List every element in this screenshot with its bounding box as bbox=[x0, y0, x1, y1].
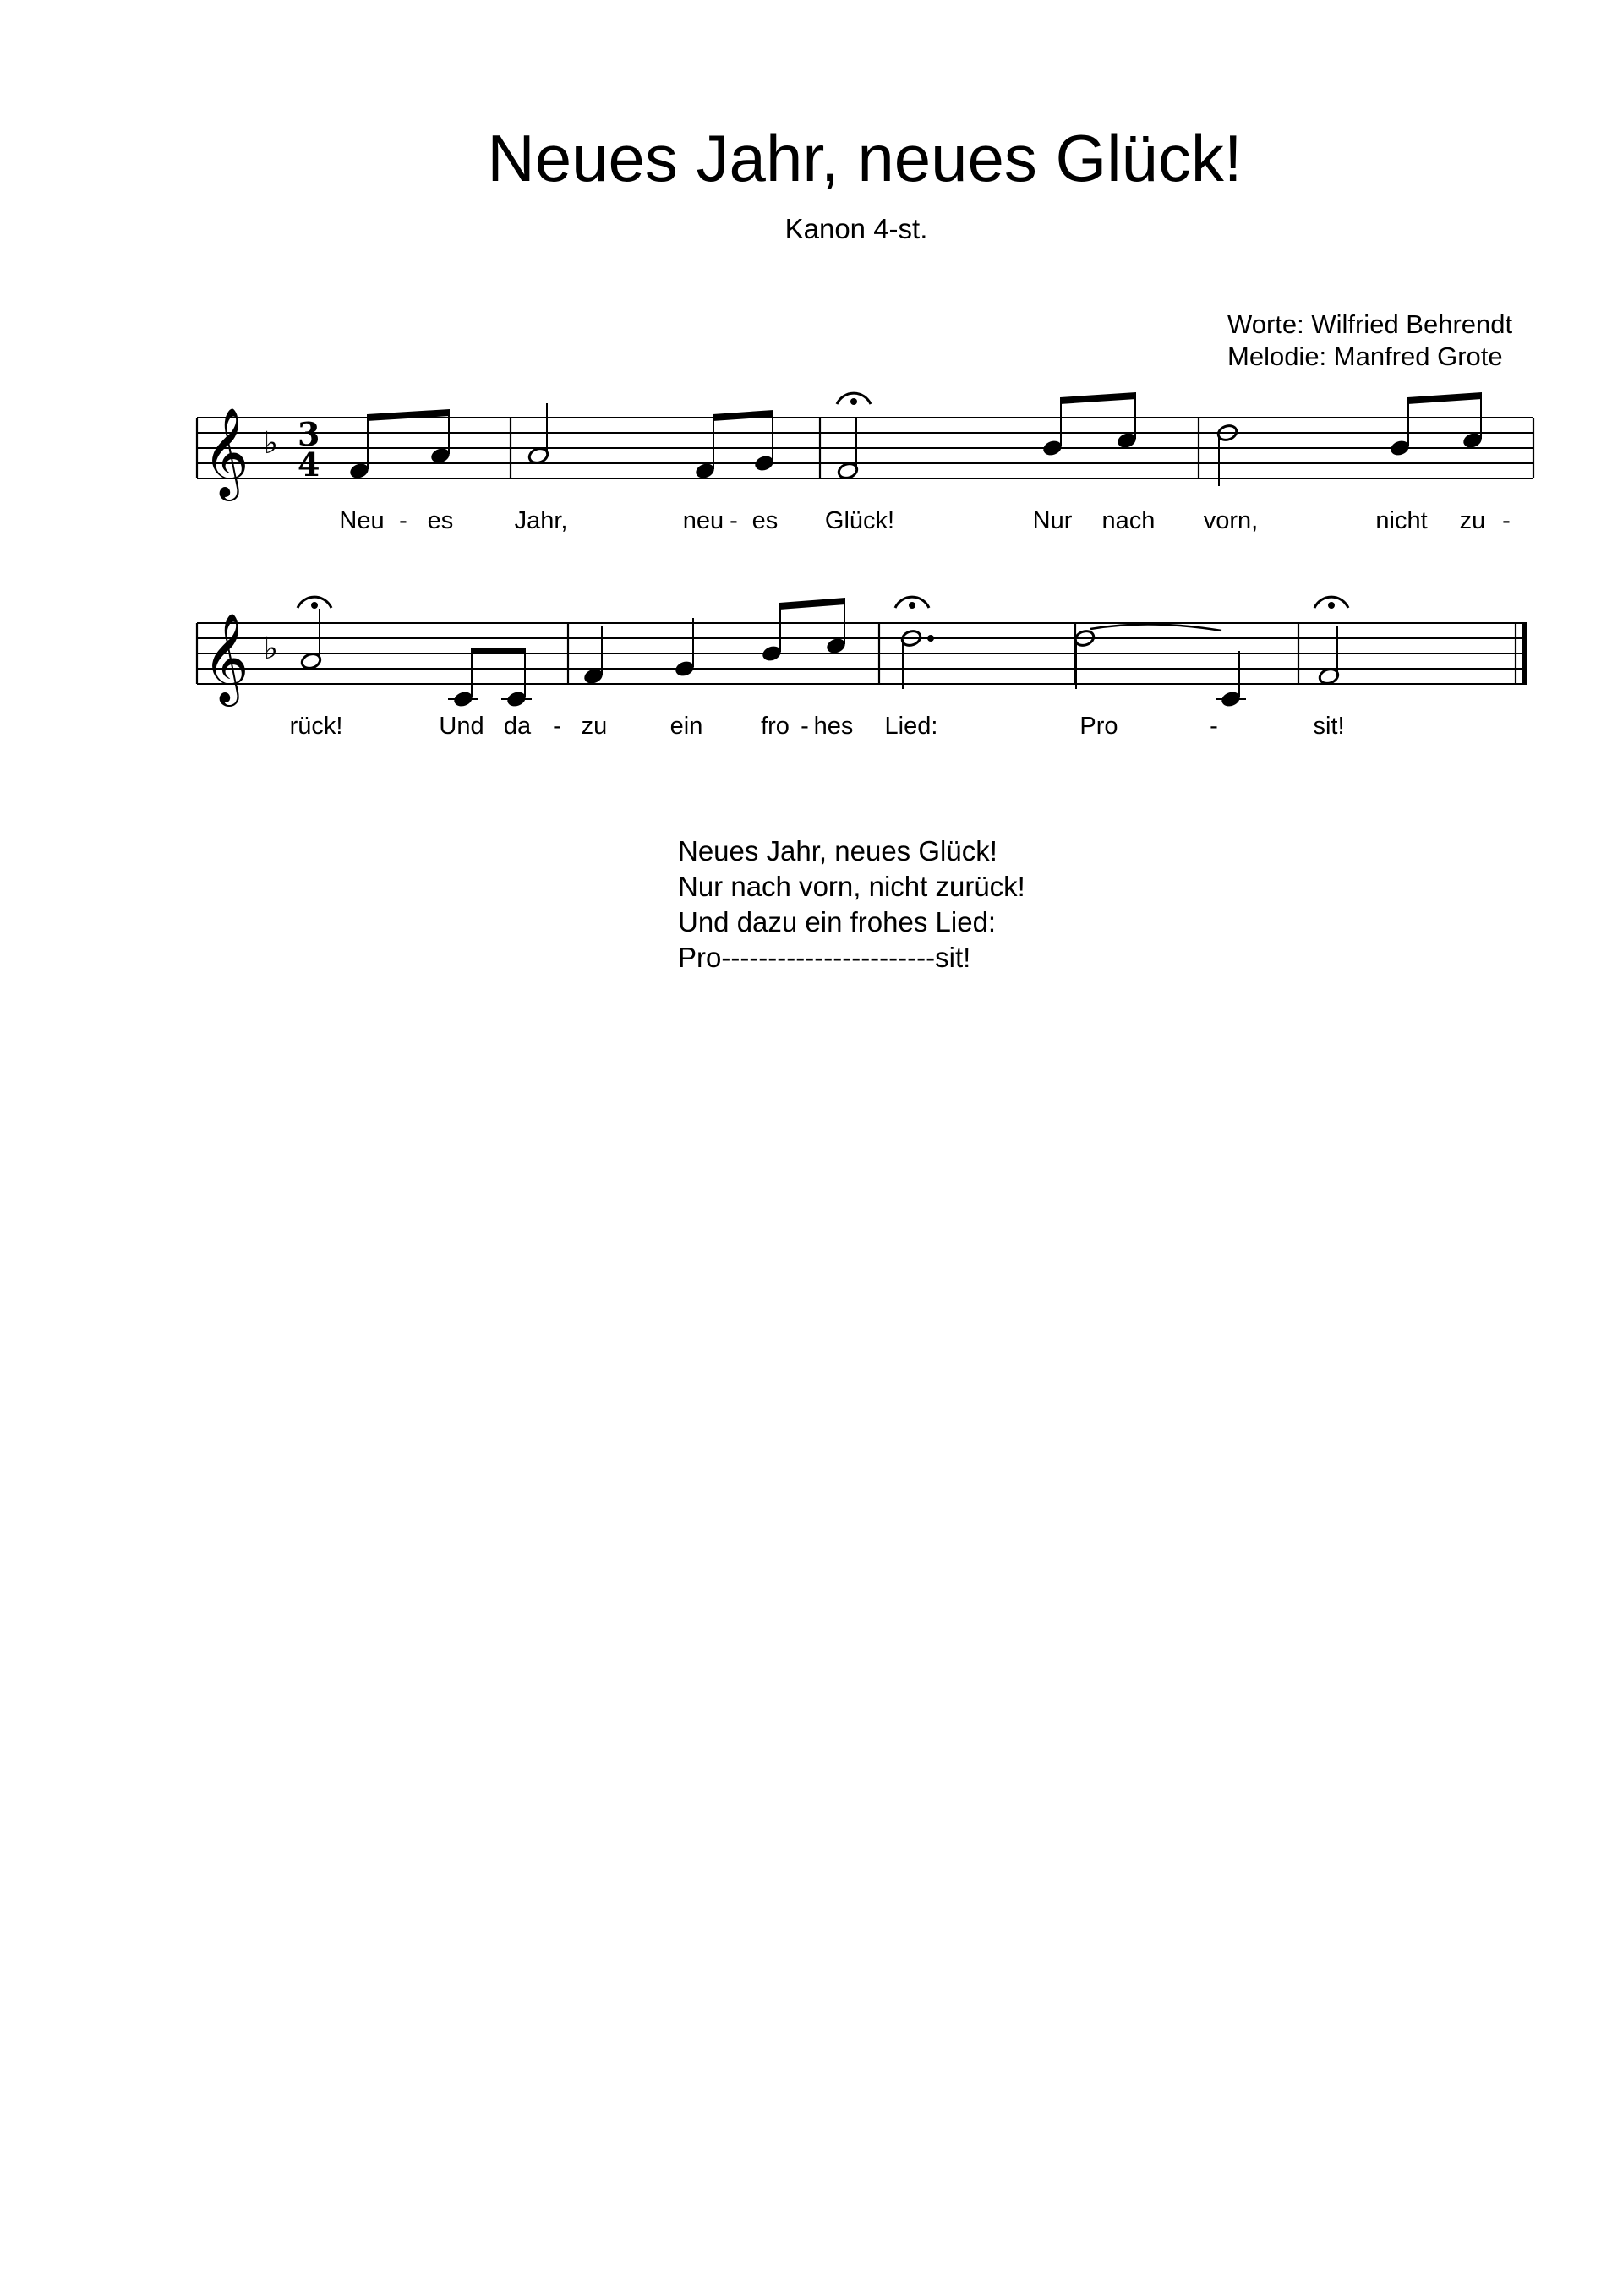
measure-8-notes bbox=[1074, 624, 1246, 708]
measure-9-notes bbox=[1314, 597, 1348, 686]
lyric-syllable: rück! bbox=[289, 713, 343, 740]
fermata-icon bbox=[837, 393, 871, 405]
stanza-line: Nur nach vorn, nicht zurück! bbox=[678, 871, 1025, 902]
treble-clef-icon: 𝄞 bbox=[203, 407, 249, 497]
fermata-icon bbox=[1314, 597, 1348, 609]
tie bbox=[1090, 624, 1221, 631]
final-barline bbox=[1522, 623, 1527, 684]
lyric-syllable: - bbox=[1210, 713, 1218, 740]
stanza-line: Und dazu ein frohes Lied: bbox=[678, 906, 997, 938]
staff-lines bbox=[197, 418, 1533, 478]
lyric-syllable: zu bbox=[1459, 507, 1486, 534]
measure-2-notes bbox=[527, 403, 775, 480]
lyric-syllable: - bbox=[730, 507, 738, 534]
time-signature-bottom: 4 bbox=[298, 446, 320, 484]
measure-1-notes bbox=[348, 409, 451, 480]
lyric-syllable: vorn, bbox=[1203, 507, 1259, 534]
lyric-syllable: nach bbox=[1101, 507, 1156, 534]
lyric-syllable: - bbox=[1502, 507, 1511, 534]
augmentation-dot bbox=[927, 635, 934, 642]
staff-lines bbox=[197, 623, 1527, 684]
lyric-syllable: Pro bbox=[1079, 713, 1118, 740]
lyric-syllable: Jahr, bbox=[514, 507, 568, 534]
measure-3-notes bbox=[837, 392, 1138, 480]
fermata-icon bbox=[298, 597, 331, 609]
stanza-line: Neues Jahr, neues Glück! bbox=[678, 835, 997, 866]
lyrics-stanza bbox=[678, 834, 1025, 976]
lyric-syllable: neu bbox=[682, 507, 724, 534]
lyric-syllable: ein bbox=[669, 713, 703, 740]
measure-7-notes bbox=[895, 597, 934, 689]
lyric-syllable: hes bbox=[813, 713, 854, 740]
lyric-syllable: Glück! bbox=[824, 507, 895, 534]
fermata-icon bbox=[895, 597, 929, 609]
lyric-syllable: - bbox=[399, 507, 407, 534]
lyric-syllable: es bbox=[751, 507, 779, 534]
lyric-syllable: - bbox=[553, 713, 561, 740]
flat-icon: ♭ bbox=[264, 631, 278, 666]
lyric-syllable: zu bbox=[581, 713, 608, 740]
lyric-syllable: sit! bbox=[1313, 713, 1345, 740]
staff-system-1 bbox=[0, 372, 1623, 524]
lyric-syllable: nicht bbox=[1375, 507, 1428, 534]
lyric-syllable: Neu bbox=[339, 507, 385, 534]
measure-6-notes bbox=[582, 598, 847, 686]
song-subtitle: Kanon 4-st. bbox=[784, 213, 928, 244]
lyric-syllable: Nur bbox=[1032, 507, 1073, 534]
lyric-syllable: da bbox=[503, 713, 532, 740]
lyric-syllable: - bbox=[801, 713, 809, 740]
stanza-line: Pro-----------------------sit! bbox=[678, 942, 971, 973]
lyric-syllable: Und bbox=[439, 713, 484, 740]
lyric-syllable: fro bbox=[761, 713, 790, 740]
composer-credit: Melodie: Manfred Grote bbox=[1227, 342, 1503, 371]
staff-system-2 bbox=[0, 575, 1623, 727]
treble-clef-icon: 𝄞 bbox=[203, 612, 249, 702]
lyricist-credit: Worte: Wilfried Behrendt bbox=[1227, 309, 1513, 339]
measure-4-notes bbox=[1216, 392, 1484, 486]
song-title: Neues Jahr, neues Glück! bbox=[487, 121, 1243, 195]
flat-icon: ♭ bbox=[264, 426, 278, 461]
lyric-syllable: es bbox=[427, 507, 454, 534]
lyric-syllable: Lied: bbox=[884, 713, 938, 740]
time-signature-top: 3 bbox=[298, 415, 320, 453]
